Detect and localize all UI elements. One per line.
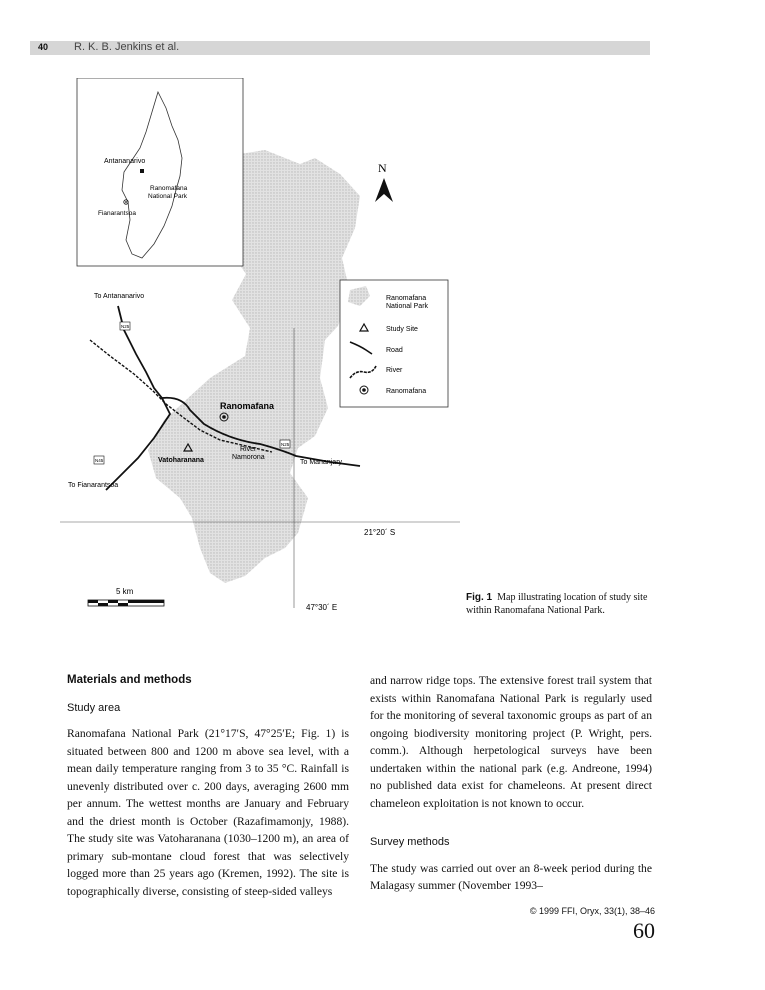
inset-park-label-1: Ranomafana [150, 185, 188, 192]
page-stamp: 60 [633, 918, 655, 943]
section-heading: Materials and methods [67, 674, 192, 686]
figure-map [60, 78, 460, 623]
north-arrow-icon [375, 178, 393, 202]
inset-park-label-2: National Park [148, 193, 188, 200]
figure-caption [466, 591, 656, 617]
to-antananarivo-label: To Antananarivo [94, 293, 145, 300]
subheading-study-area: Study area [67, 701, 121, 714]
footer-citation: © 1999 FFI, Oryx, 33(1), 38–46 [529, 906, 655, 916]
scale-label: 5 km [116, 587, 134, 596]
river-label-1: River [240, 446, 257, 453]
ranomafana-town-label: Ranomafana [220, 401, 275, 411]
svg-text:River: River [386, 367, 403, 374]
vatoharanana-label: Vatoharanana [158, 457, 204, 464]
svg-text:Study Site: Study Site [386, 326, 418, 333]
svg-text:N45: N45 [95, 458, 104, 463]
running-authors: R. K. B. Jenkins et al. [74, 41, 180, 53]
column-left [67, 672, 349, 900]
column-right [370, 672, 652, 895]
svg-text:Road: Road [386, 347, 403, 354]
scale-bar [88, 600, 164, 606]
to-fianarantsoa-label: To Fianarantsoa [68, 482, 119, 489]
paragraph-study-area: Ranomafana National Park (21°17′S, 47°25′E; Fig. 1) is situated between 800 and 1200 m above sea level, with a mean daily temperature ranging from 3 to 35 °C. Rainfall is unevenly distributed over c. 200 days, averaging 2600 mm per annum. The wettest months are January and February and the driest month is October (Razafimamonjy, 1988). The study site was Vatoharanana (1030–1200 m), an area of primary sub-montane cloud forest that was selectively logged more than 25 years ago (Kremen, 1992). The site is topographically diverse, consisting of steep-sided valleys [67, 727, 349, 898]
paragraph-forest-trail: and narrow ridge tops. The extensive forest trail system that exists within Ranomafana National Park is regularly used for the monitoring of several taxonomic groups as part of an ongoing biodiversity monitoring project (P. Wright, pers. comm.). Although herpetological surveys have been undertaken within the national park (e.g. Andreone, 1994) no published data exist for chameleons. At present direct chameleon exploitation is not known to occur. [370, 674, 652, 810]
to-mananjary-label: To Mananjary [300, 459, 343, 466]
paragraph-survey-methods: The study was carried out over an 8-week period during the Malagasy summer (November 1993– [370, 861, 652, 892]
figure-label: Fig. 1 [466, 592, 493, 603]
svg-text:Ranomafana: Ranomafana [386, 295, 427, 302]
page-number: 40 [38, 42, 49, 52]
antananarivo-marker [140, 169, 144, 173]
figure-caption-text: Map illustrating location of study site within Ranomafana National Park. [466, 592, 648, 616]
river-label-2: Namorona [232, 454, 265, 461]
svg-text:Ranomafana: Ranomafana [386, 388, 427, 395]
north-label: N [378, 161, 387, 175]
svg-text:N25: N25 [121, 324, 130, 329]
antananarivo-label: Antananarivo [104, 158, 146, 165]
latitude-label: 21°20´ S [364, 528, 396, 537]
running-header [30, 41, 650, 55]
svg-text:National Park: National Park [386, 303, 429, 310]
subheading-survey-methods: Survey methods [370, 836, 450, 848]
longitude-label: 47°30´ E [306, 603, 338, 612]
svg-text:N25: N25 [281, 442, 290, 447]
fianarantsoa-label: Fianarantsoa [98, 210, 136, 217]
